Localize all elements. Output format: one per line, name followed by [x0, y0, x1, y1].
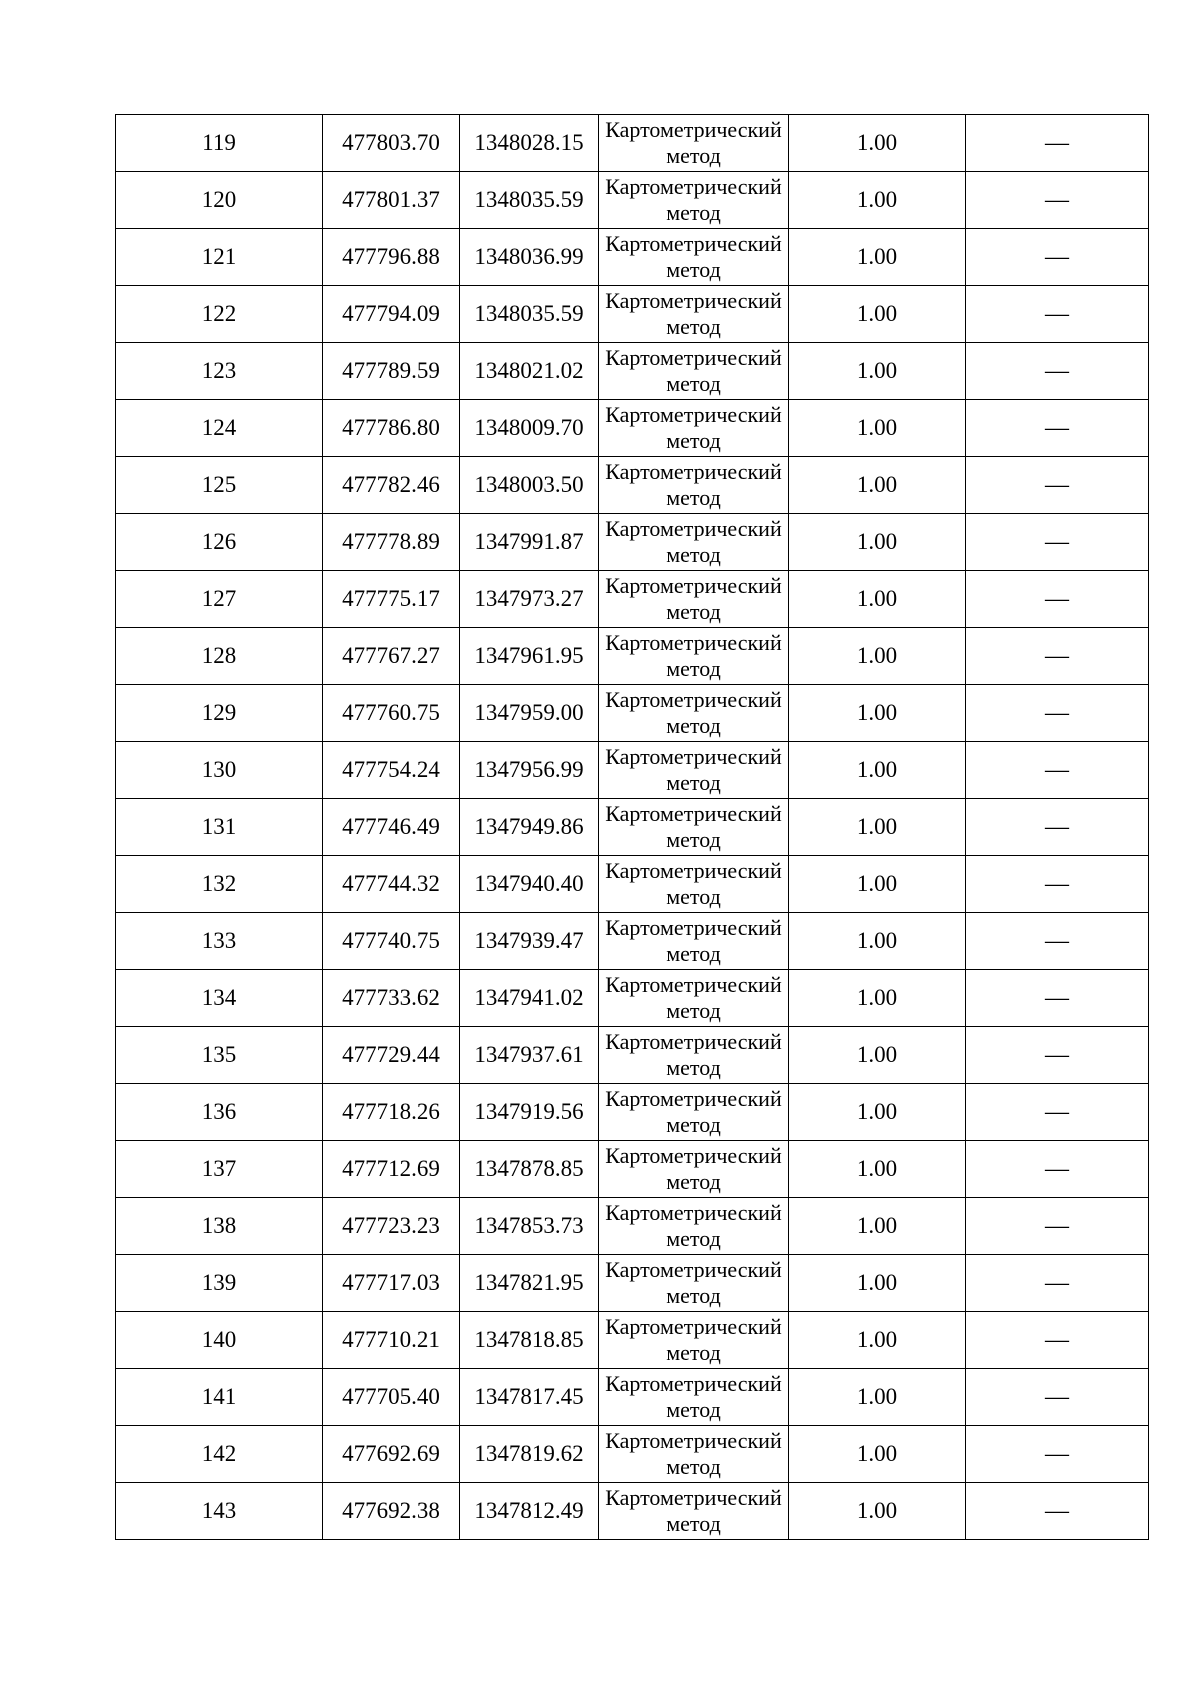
- y-coordinate-cell: 1347991.87: [460, 514, 599, 571]
- x-coordinate-cell: 477692.69: [323, 1426, 460, 1483]
- y-coordinate-cell: 1347919.56: [460, 1084, 599, 1141]
- accuracy-cell: 1.00: [789, 172, 966, 229]
- x-coordinate-cell: 477710.21: [323, 1312, 460, 1369]
- coordinates-table-body: [116, 115, 1149, 1540]
- accuracy-cell: 1.00: [789, 571, 966, 628]
- note-cell: —: [966, 1483, 1149, 1540]
- accuracy-cell: 1.00: [789, 1369, 966, 1426]
- point-number-cell: 124: [116, 400, 323, 457]
- table-row: [116, 1483, 1149, 1540]
- method-cell: Картометрический метод: [599, 742, 789, 799]
- accuracy-cell: 1.00: [789, 742, 966, 799]
- x-coordinate-cell: 477740.75: [323, 913, 460, 970]
- note-cell: —: [966, 343, 1149, 400]
- note-cell: —: [966, 1255, 1149, 1312]
- table-row: [116, 1084, 1149, 1141]
- x-coordinate-cell: 477794.09: [323, 286, 460, 343]
- y-coordinate-cell: 1347961.95: [460, 628, 599, 685]
- point-number-cell: 141: [116, 1369, 323, 1426]
- table-row: [116, 1369, 1149, 1426]
- note-cell: —: [966, 457, 1149, 514]
- point-number-cell: 135: [116, 1027, 323, 1084]
- point-number-cell: 125: [116, 457, 323, 514]
- x-coordinate-cell: 477746.49: [323, 799, 460, 856]
- accuracy-cell: 1.00: [789, 628, 966, 685]
- method-cell: Картометрический метод: [599, 1426, 789, 1483]
- note-cell: —: [966, 1141, 1149, 1198]
- accuracy-cell: 1.00: [789, 457, 966, 514]
- x-coordinate-cell: 477744.32: [323, 856, 460, 913]
- table-row: [116, 1198, 1149, 1255]
- table-row: [116, 115, 1149, 172]
- x-coordinate-cell: 477789.59: [323, 343, 460, 400]
- y-coordinate-cell: 1347853.73: [460, 1198, 599, 1255]
- table-row: [116, 685, 1149, 742]
- note-cell: —: [966, 628, 1149, 685]
- table-row: [116, 628, 1149, 685]
- x-coordinate-cell: 477729.44: [323, 1027, 460, 1084]
- coordinates-table: [115, 114, 1149, 1540]
- table-row: [116, 571, 1149, 628]
- y-coordinate-cell: 1347939.47: [460, 913, 599, 970]
- note-cell: —: [966, 514, 1149, 571]
- y-coordinate-cell: 1348035.59: [460, 172, 599, 229]
- table-row: [116, 1255, 1149, 1312]
- y-coordinate-cell: 1348035.59: [460, 286, 599, 343]
- point-number-cell: 130: [116, 742, 323, 799]
- point-number-cell: 139: [116, 1255, 323, 1312]
- table-row: [116, 286, 1149, 343]
- point-number-cell: 120: [116, 172, 323, 229]
- point-number-cell: 137: [116, 1141, 323, 1198]
- table-row: [116, 799, 1149, 856]
- y-coordinate-cell: 1347973.27: [460, 571, 599, 628]
- point-number-cell: 132: [116, 856, 323, 913]
- method-cell: Картометрический метод: [599, 172, 789, 229]
- x-coordinate-cell: 477803.70: [323, 115, 460, 172]
- y-coordinate-cell: 1347959.00: [460, 685, 599, 742]
- point-number-cell: 143: [116, 1483, 323, 1540]
- note-cell: —: [966, 856, 1149, 913]
- y-coordinate-cell: 1347937.61: [460, 1027, 599, 1084]
- table-row: [116, 172, 1149, 229]
- point-number-cell: 138: [116, 1198, 323, 1255]
- method-cell: Картометрический метод: [599, 1027, 789, 1084]
- table-row: [116, 229, 1149, 286]
- method-cell: Картометрический метод: [599, 1255, 789, 1312]
- y-coordinate-cell: 1348009.70: [460, 400, 599, 457]
- note-cell: —: [966, 742, 1149, 799]
- note-cell: —: [966, 1312, 1149, 1369]
- y-coordinate-cell: 1347941.02: [460, 970, 599, 1027]
- point-number-cell: 127: [116, 571, 323, 628]
- accuracy-cell: 1.00: [789, 1084, 966, 1141]
- point-number-cell: 119: [116, 115, 323, 172]
- note-cell: —: [966, 685, 1149, 742]
- point-number-cell: 142: [116, 1426, 323, 1483]
- point-number-cell: 123: [116, 343, 323, 400]
- method-cell: Картометрический метод: [599, 1084, 789, 1141]
- y-coordinate-cell: 1347878.85: [460, 1141, 599, 1198]
- accuracy-cell: 1.00: [789, 1426, 966, 1483]
- method-cell: Картометрический метод: [599, 457, 789, 514]
- y-coordinate-cell: 1347821.95: [460, 1255, 599, 1312]
- y-coordinate-cell: 1347812.49: [460, 1483, 599, 1540]
- method-cell: Картометрический метод: [599, 970, 789, 1027]
- x-coordinate-cell: 477801.37: [323, 172, 460, 229]
- point-number-cell: 129: [116, 685, 323, 742]
- y-coordinate-cell: 1348021.02: [460, 343, 599, 400]
- method-cell: Картометрический метод: [599, 1141, 789, 1198]
- method-cell: Картометрический метод: [599, 799, 789, 856]
- y-coordinate-cell: 1348003.50: [460, 457, 599, 514]
- accuracy-cell: 1.00: [789, 799, 966, 856]
- note-cell: —: [966, 799, 1149, 856]
- point-number-cell: 136: [116, 1084, 323, 1141]
- note-cell: —: [966, 115, 1149, 172]
- x-coordinate-cell: 477782.46: [323, 457, 460, 514]
- accuracy-cell: 1.00: [789, 856, 966, 913]
- accuracy-cell: 1.00: [789, 685, 966, 742]
- method-cell: Картометрический метод: [599, 913, 789, 970]
- x-coordinate-cell: 477775.17: [323, 571, 460, 628]
- note-cell: —: [966, 229, 1149, 286]
- note-cell: —: [966, 1027, 1149, 1084]
- point-number-cell: 122: [116, 286, 323, 343]
- note-cell: —: [966, 1369, 1149, 1426]
- table-row: [116, 742, 1149, 799]
- accuracy-cell: 1.00: [789, 1141, 966, 1198]
- note-cell: —: [966, 1198, 1149, 1255]
- note-cell: —: [966, 970, 1149, 1027]
- method-cell: Картометрический метод: [599, 685, 789, 742]
- method-cell: Картометрический метод: [599, 400, 789, 457]
- y-coordinate-cell: 1347956.99: [460, 742, 599, 799]
- accuracy-cell: 1.00: [789, 1027, 966, 1084]
- table-row: [116, 514, 1149, 571]
- table-row: [116, 856, 1149, 913]
- x-coordinate-cell: 477712.69: [323, 1141, 460, 1198]
- x-coordinate-cell: 477767.27: [323, 628, 460, 685]
- point-number-cell: 131: [116, 799, 323, 856]
- note-cell: —: [966, 286, 1149, 343]
- method-cell: Картометрический метод: [599, 115, 789, 172]
- method-cell: Картометрический метод: [599, 856, 789, 913]
- table-row: [116, 1141, 1149, 1198]
- table-row: [116, 457, 1149, 514]
- x-coordinate-cell: 477692.38: [323, 1483, 460, 1540]
- y-coordinate-cell: 1348028.15: [460, 115, 599, 172]
- x-coordinate-cell: 477786.80: [323, 400, 460, 457]
- point-number-cell: 140: [116, 1312, 323, 1369]
- accuracy-cell: 1.00: [789, 970, 966, 1027]
- note-cell: —: [966, 1426, 1149, 1483]
- method-cell: Картометрический метод: [599, 343, 789, 400]
- accuracy-cell: 1.00: [789, 229, 966, 286]
- x-coordinate-cell: 477733.62: [323, 970, 460, 1027]
- y-coordinate-cell: 1347818.85: [460, 1312, 599, 1369]
- x-coordinate-cell: 477796.88: [323, 229, 460, 286]
- method-cell: Картометрический метод: [599, 286, 789, 343]
- y-coordinate-cell: 1347949.86: [460, 799, 599, 856]
- y-coordinate-cell: 1347819.62: [460, 1426, 599, 1483]
- table-row: [116, 1027, 1149, 1084]
- table-row: [116, 1426, 1149, 1483]
- point-number-cell: 121: [116, 229, 323, 286]
- method-cell: Картометрический метод: [599, 571, 789, 628]
- method-cell: Картометрический метод: [599, 628, 789, 685]
- accuracy-cell: 1.00: [789, 1255, 966, 1312]
- table-row: [116, 343, 1149, 400]
- table-row: [116, 1312, 1149, 1369]
- method-cell: Картометрический метод: [599, 1369, 789, 1426]
- y-coordinate-cell: 1348036.99: [460, 229, 599, 286]
- x-coordinate-cell: 477754.24: [323, 742, 460, 799]
- point-number-cell: 133: [116, 913, 323, 970]
- accuracy-cell: 1.00: [789, 1483, 966, 1540]
- accuracy-cell: 1.00: [789, 286, 966, 343]
- method-cell: Картометрический метод: [599, 229, 789, 286]
- accuracy-cell: 1.00: [789, 400, 966, 457]
- accuracy-cell: 1.00: [789, 514, 966, 571]
- note-cell: —: [966, 400, 1149, 457]
- x-coordinate-cell: 477718.26: [323, 1084, 460, 1141]
- table-row: [116, 970, 1149, 1027]
- y-coordinate-cell: 1347817.45: [460, 1369, 599, 1426]
- note-cell: —: [966, 913, 1149, 970]
- x-coordinate-cell: 477778.89: [323, 514, 460, 571]
- note-cell: —: [966, 1084, 1149, 1141]
- x-coordinate-cell: 477717.03: [323, 1255, 460, 1312]
- x-coordinate-cell: 477723.23: [323, 1198, 460, 1255]
- point-number-cell: 126: [116, 514, 323, 571]
- accuracy-cell: 1.00: [789, 1312, 966, 1369]
- x-coordinate-cell: 477760.75: [323, 685, 460, 742]
- note-cell: —: [966, 172, 1149, 229]
- point-number-cell: 128: [116, 628, 323, 685]
- table-row: [116, 913, 1149, 970]
- accuracy-cell: 1.00: [789, 343, 966, 400]
- accuracy-cell: 1.00: [789, 1198, 966, 1255]
- method-cell: Картометрический метод: [599, 1483, 789, 1540]
- method-cell: Картометрический метод: [599, 1198, 789, 1255]
- method-cell: Картометрический метод: [599, 1312, 789, 1369]
- point-number-cell: 134: [116, 970, 323, 1027]
- accuracy-cell: 1.00: [789, 913, 966, 970]
- table-row: [116, 400, 1149, 457]
- x-coordinate-cell: 477705.40: [323, 1369, 460, 1426]
- y-coordinate-cell: 1347940.40: [460, 856, 599, 913]
- accuracy-cell: 1.00: [789, 115, 966, 172]
- note-cell: —: [966, 571, 1149, 628]
- method-cell: Картометрический метод: [599, 514, 789, 571]
